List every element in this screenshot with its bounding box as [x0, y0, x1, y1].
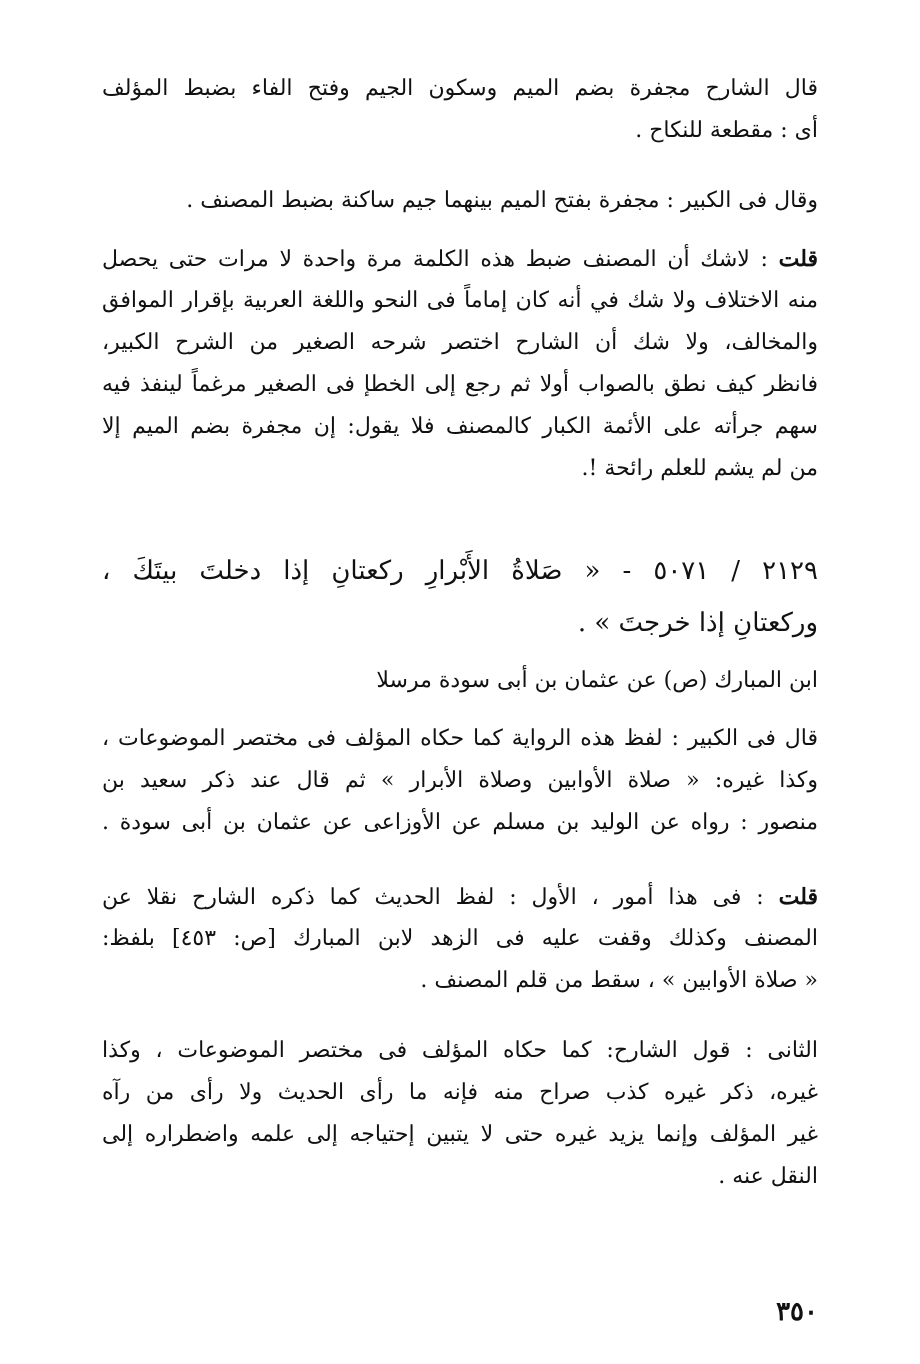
text-line: النقل عنه . [718, 1164, 818, 1189]
hadith-line: وركعتانِ إذا خرجتَ » . [577, 608, 818, 638]
text-line: ابن المبارك (ص) عن عثمان بن أبى سودة مرسلا [376, 668, 818, 693]
paragraph-kabir-quote-2 [102, 718, 818, 844]
hadith-source [102, 660, 818, 702]
text-line: من لم يشم للعلم رائحة !. [581, 456, 818, 481]
text-line-rest: : لاشك أن المصنف ضبط هذه الكلمة مرة واحدة لا مرات حتى يحصل [102, 247, 779, 272]
text-line-rest: : فى هذا أمور ، الأول : لفظ الحديث كما ذكره الشارح نقلا عن [102, 885, 779, 910]
text-line: والمخالف، ولا شك أن الشارح اختصر شرحه الصغير من الشرح الكبير، [102, 330, 818, 355]
text-line: وقال فى الكبير : مجفرة بفتح الميم بينهما جيم ساكنة بضبط المصنف . [186, 188, 818, 213]
lead-word: قلت [778, 246, 818, 272]
paragraph-second-point [102, 1030, 818, 1198]
text-line: منصور : رواه عن الوليد بن مسلم عن الأوزاعى عن عثمان بن أبى سودة . [102, 810, 818, 835]
lead-word: قلت [778, 884, 818, 910]
text-line: غير المؤلف وإنما يزيد غيره حتى لا يتبين إحتياجه إلى علمه واضطراره إلى [102, 1122, 818, 1147]
text-line: فانظر كيف نطق بالصواب أولا ثم رجع إلى الخطإ فى الصغير مرغماً لينفذ فيه [102, 372, 818, 397]
text-line: قال فى الكبير : لفظ هذه الرواية كما حكاه المؤلف فى مختصر الموضوعات ، [102, 726, 818, 751]
text-line: المصنف وكذلك وقفت عليه فى الزهد لابن المبارك [ص: ٤٥٣] بلفظ: [102, 926, 819, 951]
text-line: « صلاة الأوابين » ، سقط من قلم المصنف . [420, 968, 818, 993]
text-line: غيره، ذكر غيره كذب صراح منه فإنه ما رأى الحديث ولا رأى من رآه [102, 1080, 818, 1105]
text-line: وكذا غيره: « صلاة الأوابين وصلاة الأبرار » ثم قال عند ذكر سعيد بن [102, 768, 818, 793]
text-line: قال الشارح مجفرة بضم الميم وسكون الجيم وفتح الفاء بضبط المؤلف [102, 76, 818, 101]
hadith-entry [102, 545, 818, 649]
text-line [102, 238, 818, 280]
paragraph-kabir-quote [102, 180, 818, 222]
text-line: الثانى : قول الشارح: كما حكاه المؤلف فى مختصر الموضوعات ، وكذا [102, 1038, 818, 1063]
hadith-line: ٢١٢٩ / ٥٠٧١ - « صَلاةُ الأَبْرارِ ركعتانِ إذا دخلتَ بيتَكَ ، [102, 556, 818, 586]
paragraph-author-comment [102, 238, 818, 490]
paragraph-author-comment-2 [102, 876, 818, 1002]
text-line: منه الاختلاف ولا شك في أنه كان إماماً فى النحو واللغة العربية بإقرار الموافق [102, 288, 818, 313]
text-line: سهم جرأته على الأئمة الكبار كالمصنف فلا يقول: إن مجفرة بضم الميم إلا [102, 414, 818, 439]
text-line: أى : مقطعة للنكاح . [635, 118, 818, 143]
paragraph-sharih-quote [102, 68, 818, 152]
page-number: ٣٥٠ [776, 1297, 818, 1327]
text-line [102, 876, 818, 918]
